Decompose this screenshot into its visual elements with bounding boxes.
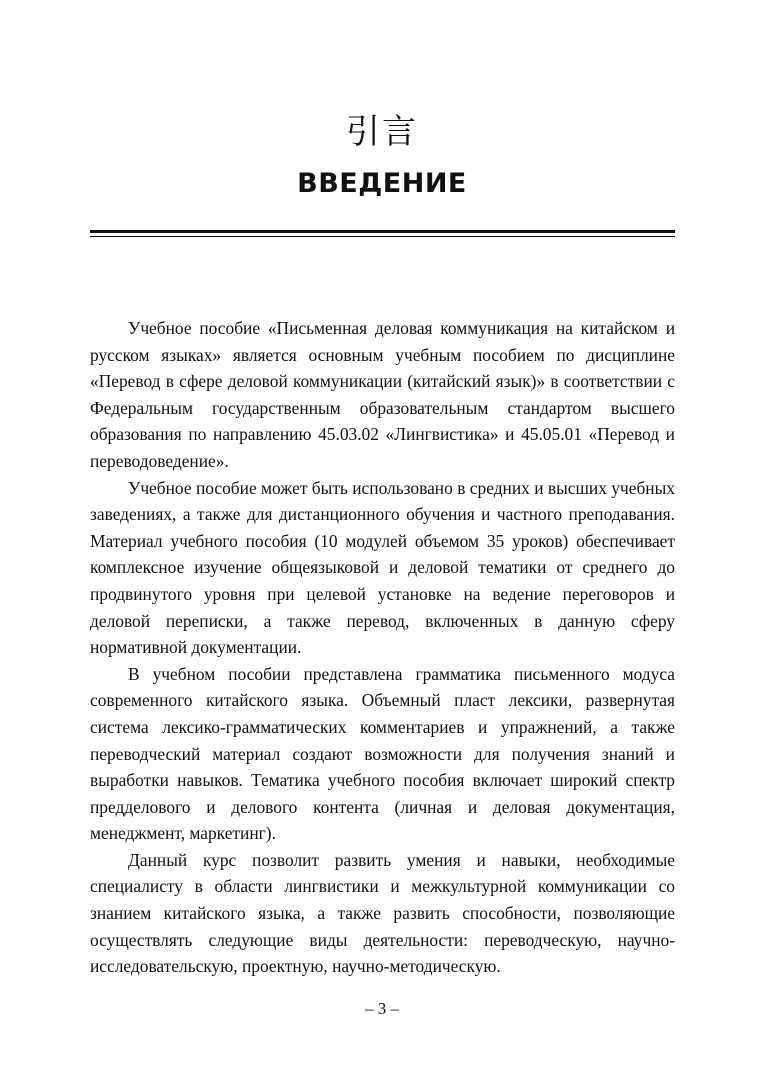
paragraph-4: Данный курс позволит развить умения и навыки, необходимые специалисту в области лингвистики и межкультурной коммуникации со знанием китайского языка, а также развить способности, позволяющие осуществлять следующие виды деятельности: переводческую, научно-исследовательскую, проектную, научно-методическую. <box>90 849 675 977</box>
heading-divider-thin <box>90 236 675 237</box>
paragraph-3: В учебном пособии представлена грамматика письменного модуса современного китайского языка. Объемный пласт лексики, развернутая система лексико-грамматических комментариев и упражнений, а также переводческий материал создают возможности для получения знаний и выработки навыков. Тематика учебного пособия включает широкий спектр предделового и делового контента (личная и деловая документация, менеджмент, маркетинг). <box>90 663 675 844</box>
heading-divider-thick <box>90 230 675 233</box>
page-number: – 3 – <box>365 999 399 1018</box>
chapter-title-russian: ВВЕДЕНИЕ <box>297 168 467 199</box>
paragraph-1: Учебное пособие «Письменная деловая коммуникация на китайском и русском языках» является основным учебным пособием по дисциплине «Перевод в сфере деловой коммуникации (китайский язык)» в соответствии с Федеральным государственным образовательным стандартом высшего образования по направлению 45.03.02 «Лингвистика» и 45.05.01 «Перевод и переводоведение». <box>90 318 675 471</box>
paragraph-2: Учебное пособие может быть использовано в средних и высших учебных заведениях, а также для дистанционного обучения и частного преподавания. Материал учебного пособия (10 модулей объемом 35 уроков) обеспечивает комплексное изучение общеязыковой и деловой тематики от среднего до продвинутого уровня при целевой установке на ведение переговоров и деловой переписки, а также перевод, включенных в данную сферу нормативной документации. <box>90 477 675 658</box>
introduction-body <box>90 315 675 980</box>
chapter-title-chinese: 引言 <box>346 112 418 152</box>
